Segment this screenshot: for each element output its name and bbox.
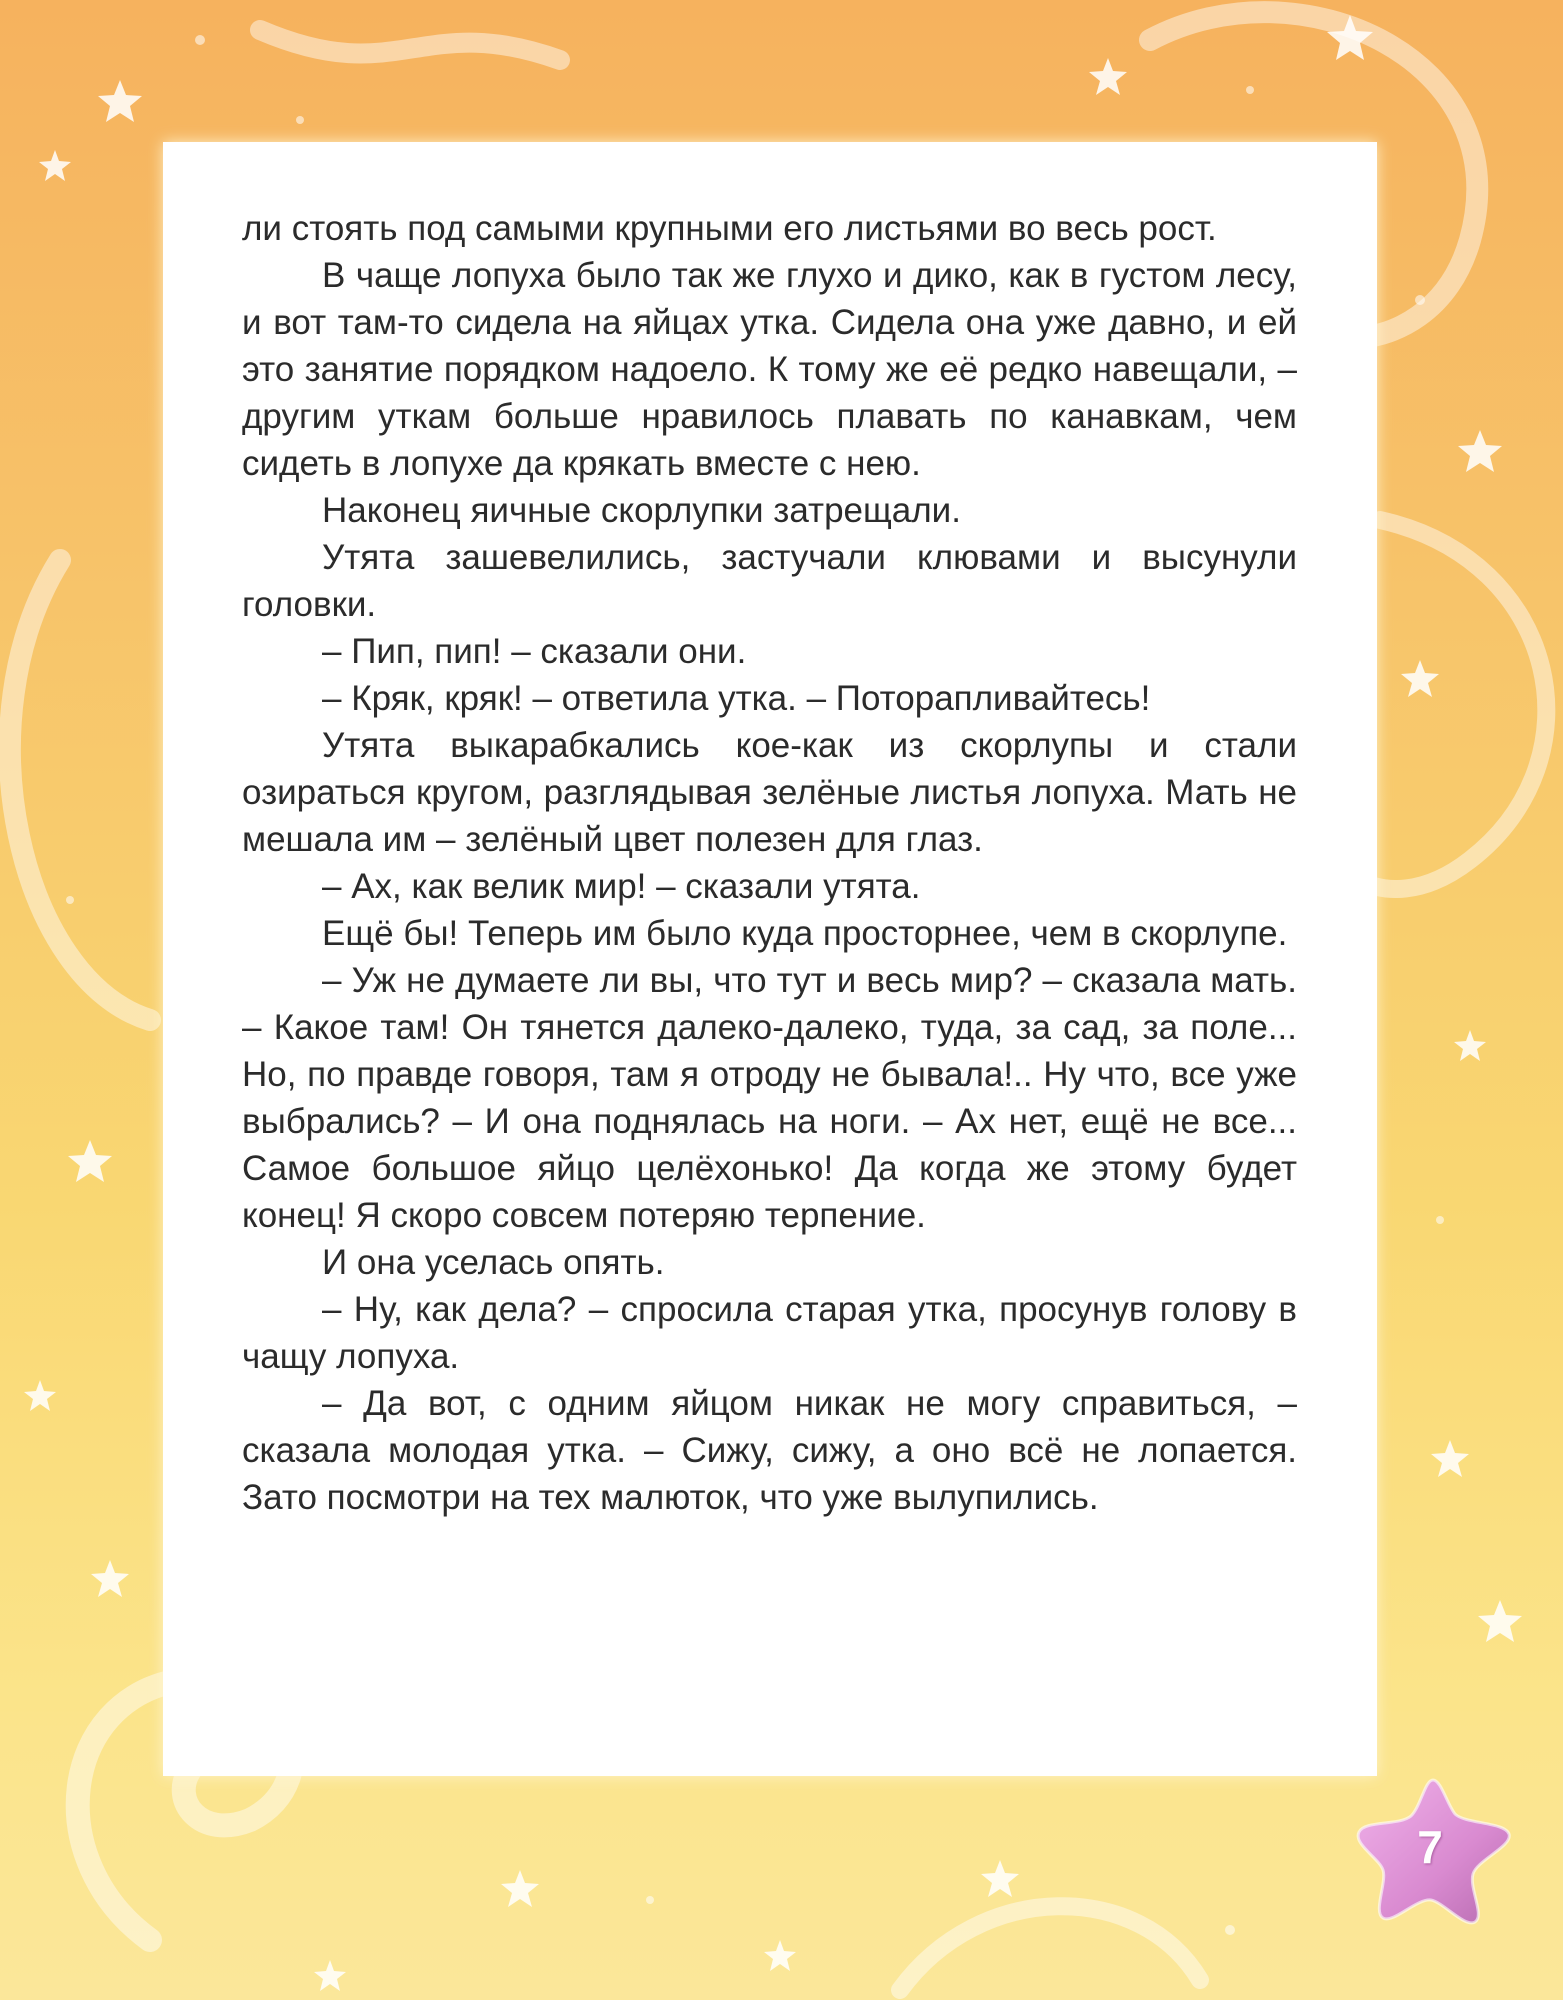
dot-decoration [296,116,304,124]
dot-decoration [66,896,74,904]
paragraph: – Пип, пип! – сказали они. [322,632,747,671]
star-decoration [1089,58,1127,95]
swirl-decoration [900,1906,1200,1990]
paragraph: Наконец яичные скорлупки затрещали. [322,491,961,530]
star-decoration [501,1870,539,1907]
dot-decoration [1415,295,1425,305]
dot-decoration [1225,1925,1235,1935]
page-number-badge [1355,1774,1515,1926]
star-decoration [981,1860,1019,1897]
star-decoration [1431,1440,1469,1477]
page-number: 7 [1417,1821,1443,1873]
dot-decoration [1246,86,1254,94]
paragraph: – Ну, как дела? – спросила старая утка, просунув голову в чащу лопуха. [242,1290,1297,1376]
star-decoration [1458,430,1502,472]
paragraph: ли стоять под самыми крупными его листьями во весь рост. [242,209,1217,248]
paragraph: И она уселась опять. [322,1243,665,1282]
star-decoration [68,1140,112,1182]
swirl-decoration [10,560,150,1020]
paragraph: – Уж не думаете ли вы, что тут и весь мир? – сказала мать. – Какое там! Он тянется далеко-далеко, туда, за сад, за поле... Но, по правде говоря, там я отроду не бывала!.. Ну что, все уже выбрались? – И она поднялась на ноги. – Ах нет, ещё не все... Самое большое яйцо целёхонько! Да когда же этому будет конец! Я скоро совсем потеряю терпение. [242,961,1297,1235]
star-decoration [24,1380,56,1411]
dot-decoration [195,35,205,45]
star-decoration [314,1960,346,1991]
star-decoration [1401,660,1439,697]
star-decoration [1478,1600,1522,1642]
paragraph: Утята выкарабкались кое-как из скорлупы и стали озираться кругом, разглядывая зелёные листья лопуха. Мать не мешала им – зелёный цвет полезен для глаз. [242,726,1297,859]
star-decoration [1454,1030,1486,1061]
paragraph: – Кряк, кряк! – ответила утка. – Поторапливайтесь! [322,679,1151,718]
star-decoration [98,80,142,122]
star-decoration [91,1560,129,1597]
paragraph: – Ах, как велик мир! – сказали утята. [322,867,921,906]
dot-decoration [1436,1216,1444,1224]
star-decoration [764,1940,796,1971]
paragraph: В чаще лопуха было так же глухо и дико, как в густом лесу, и вот там-то сидела на яйцах утка. Сидела она уже давно, и ей это занятие порядком надоело. К тому же её редко навещали, – другим уткам больше нравилось плавать по канавкам, чем сидеть в лопухе да крякать вместе с нею. [242,256,1297,483]
star-decoration [39,150,71,181]
paragraph: Утята зашевелились, застучали клювами и высунули головки. [242,538,1297,624]
paragraph: – Да вот, с одним яйцом никак не могу справиться, – сказала молодая утка. – Сижу, сижу, а оно всё не лопается. Зато посмотри на тех малюток, что уже вылупились. [242,1384,1297,1517]
paragraph: Ещё бы! Теперь им было куда просторнее, чем в скорлупе. [322,914,1288,953]
story-text [242,205,1297,1521]
dot-decoration [646,1896,654,1904]
swirl-decoration [260,30,560,60]
